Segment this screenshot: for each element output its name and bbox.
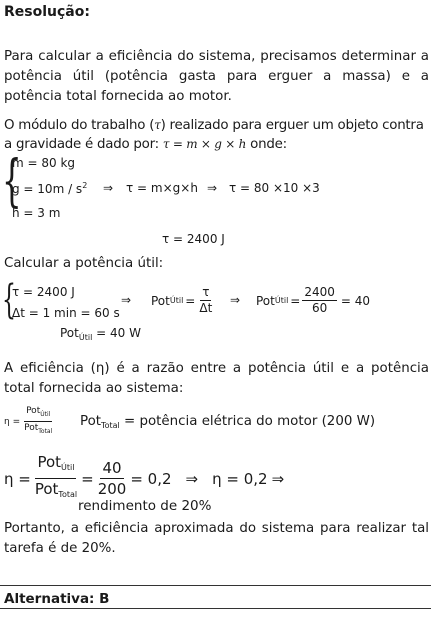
pot-label: Pot — [80, 414, 102, 429]
total-subscript: Total — [38, 428, 53, 435]
gravity-value — [12, 181, 87, 196]
pot-label: Pot — [151, 293, 170, 308]
arrow-icon: ⇒ — [207, 181, 218, 195]
gravity-exponent: 2 — [82, 181, 88, 190]
total-power-definition — [80, 414, 375, 430]
equals-sign: = — [81, 469, 94, 488]
efficiency-result: η = 0,2 — [212, 469, 268, 488]
fraction-denominator — [22, 422, 54, 438]
tau-given: τ = 2400 J — [12, 285, 75, 299]
work-intro-paragraph — [4, 116, 430, 154]
system1-brace: { — [2, 149, 22, 214]
intro-paragraph: Para calcular a eficiência do sistema, precisamos determinar a potência útil (potência gasta para erguer a massa) e a potência total fornecida ao motor. — [4, 49, 429, 104]
divider-bottom — [0, 608, 431, 609]
fraction-numerator: 2400 — [304, 285, 335, 299]
work-equation: τ = m×g×h — [126, 181, 198, 195]
efficiency-value: = 0,2 — [130, 469, 172, 488]
fraction — [302, 285, 337, 316]
work-intro-text-2: ) realizado para erguer um objeto contra a gravidade é dado por: — [4, 118, 424, 152]
solution-title: Resolução: — [4, 4, 90, 20]
divider-top — [0, 585, 431, 586]
pot-label: Pot — [60, 326, 79, 340]
pot-label: Pot — [34, 480, 59, 498]
util-subscript: Útil — [169, 296, 184, 305]
fraction-numerator: τ — [202, 285, 210, 299]
work-intro-text-3: onde: — [250, 137, 287, 152]
eta-symbol: η = — [4, 416, 21, 427]
power-value: = 40 — [340, 293, 371, 308]
system2-brace: { — [2, 277, 16, 323]
eta-symbol: η = — [4, 469, 31, 488]
pot-label: Pot — [37, 453, 62, 471]
power-result — [60, 326, 141, 342]
fraction-denominator: 200 — [97, 480, 127, 498]
conclusion-paragraph: Portanto, a eficiência aproximada do sistema para realizar tal tarefa é de 20%. — [4, 521, 429, 556]
arrow-icon: ⇒ — [185, 469, 199, 488]
pot-label: Pot — [26, 406, 41, 416]
efficiency-definition — [4, 405, 54, 438]
util-subscript: Útil — [61, 463, 75, 472]
work-substitution: τ = 80 ×10 ×3 — [229, 181, 320, 195]
fraction-denominator: 60 — [311, 301, 328, 315]
power-intro: Calcular a potência útil: — [4, 256, 164, 271]
fraction — [197, 285, 214, 316]
delta-t-given: Δt = 1 min = 60 s — [12, 306, 120, 320]
fraction-denominator — [33, 479, 79, 505]
equals-sign: = — [290, 293, 301, 308]
util-subscript: Útil — [40, 411, 51, 418]
util-subscript: Útil — [274, 296, 289, 305]
gravity-base: g = 10m / s — [12, 182, 83, 196]
work-intro-text-1: O módulo do trabalho ( — [4, 118, 155, 133]
equals-sign: = — [185, 293, 196, 308]
pot-label: Pot — [24, 423, 39, 433]
pot-label: Pot — [256, 293, 275, 308]
efficiency-fraction — [22, 405, 54, 438]
height-value: h = 3 m — [12, 206, 61, 220]
arrow-icon: ⇒ — [103, 181, 114, 195]
work-formula: τ = m × g × h — [162, 137, 247, 151]
total-subscript: Total — [101, 421, 120, 430]
work-result: τ = 2400 J — [162, 232, 225, 246]
power-result-value: = 40 W — [96, 326, 141, 340]
arrow-icon: ⇒ — [230, 293, 241, 307]
efficiency-intro: A eficiência (η) é a razão entre a potência útil e a potência total fornecida ao sistema: — [4, 361, 429, 396]
fraction-denominator: Δt — [199, 301, 213, 315]
power-formula — [151, 285, 214, 316]
arrow-icon: ⇒ — [121, 293, 132, 307]
fraction-numerator — [24, 405, 52, 422]
value-fraction — [96, 458, 129, 499]
power-value-formula — [256, 285, 370, 316]
arrow-icon: ⇒ — [271, 469, 285, 488]
fraction-numerator: 40 — [102, 459, 122, 477]
tau-symbol: τ — [154, 118, 161, 132]
util-subscript: Útil — [78, 333, 93, 342]
total-subscript: Total — [58, 490, 78, 499]
fraction-numerator — [35, 452, 76, 479]
answer-label: Alternativa: B — [4, 591, 110, 607]
total-power-description: = potência elétrica do motor (200 W) — [124, 414, 376, 429]
efficiency-fraction — [33, 452, 79, 505]
yield-text: rendimento de 20% — [78, 498, 212, 514]
mass-value: m = 80 kg — [12, 156, 76, 170]
